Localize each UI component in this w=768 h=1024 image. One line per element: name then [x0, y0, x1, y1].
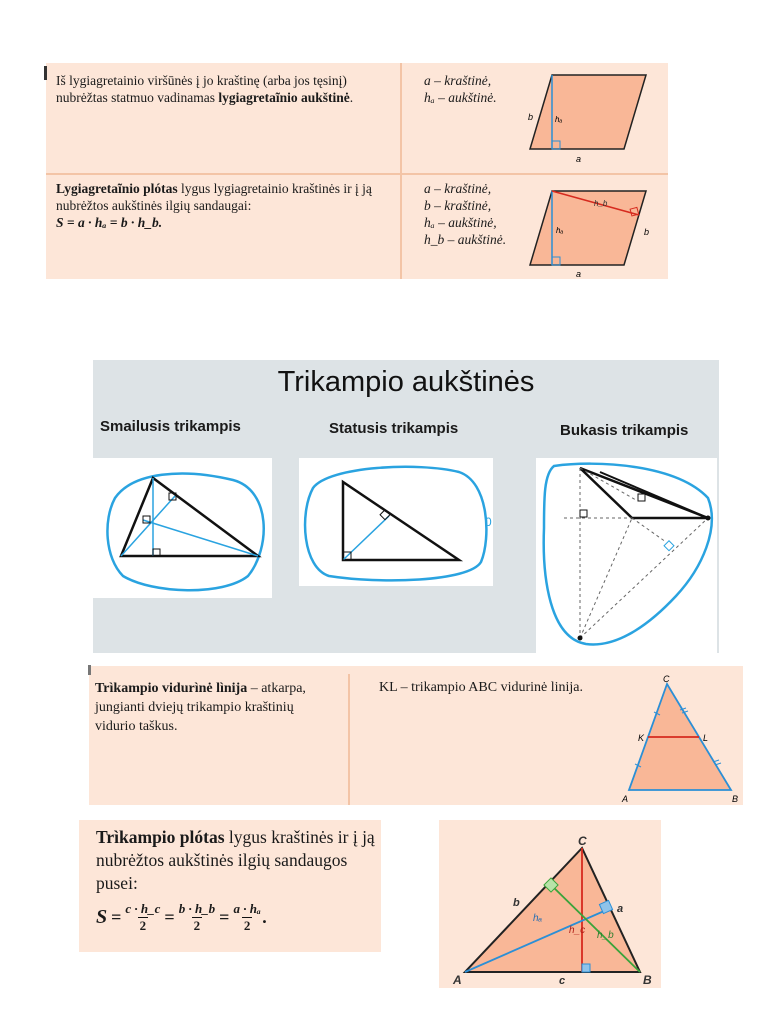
triangle-area-card [79, 820, 381, 952]
parallelogram-altitude-figure [524, 67, 668, 167]
label-c: c [559, 975, 566, 987]
vertical-divider [348, 674, 350, 805]
midline-definition: Trìkampio vidurìnė lìnija – atkarpa, jungianti dviejų trikampio kraštinių vidurio taškus. [95, 681, 306, 734]
altitude-definition: Iš lygiagretainio viršūnės į jo kraštinę (arba jos tęsinį) nubrėžtas statmuo vadinamas lygiagretaĩnio aukštinė. [56, 73, 354, 105]
label-A: A [453, 973, 462, 987]
obtuse-triangle-figure [536, 458, 717, 653]
label-ha: hₐ [533, 913, 543, 924]
acute-triangle-figure [93, 458, 272, 598]
fraction-b: $\frac{b \cdot h\_b}{2}$ [178, 901, 216, 933]
label-L: L [703, 733, 709, 743]
label-C: C [578, 834, 587, 848]
label-A: A [622, 794, 629, 804]
right-label: Statusis trikampis [329, 420, 459, 437]
fraction-a: $\frac{\text{a · hₐ}}{2}$ [233, 901, 261, 933]
fraction-c: $\frac{c \cdot h\_c}{2}$ [125, 901, 161, 933]
label-K: K [638, 733, 645, 743]
label-hb: h_b [594, 199, 608, 208]
midline-figure [619, 672, 743, 805]
label-a: a [576, 154, 582, 164]
area-definition: Lygiagretaĩnio plótas lygus lygiagretainio kraštinės ir į ją nubrėžtos aukštinės ilgių sandaugai: S = a · hₐ = b · h_b. [56, 180, 386, 231]
label-b: b [644, 227, 650, 237]
altitudes-title: Trikampio aukštinės [277, 366, 535, 398]
label-a: a [576, 269, 582, 279]
edge-mark: 0 [485, 515, 492, 529]
label-b: b [513, 897, 520, 909]
label-B: B [643, 973, 652, 987]
label-C: C [663, 674, 670, 684]
label-B: B [732, 794, 739, 804]
parallelogram-card [46, 63, 668, 279]
area-formula: S = $\frac{c \cdot h\_c}{2}$ = $\frac{b \cdot h\_b}{2}$ = $\frac{\text{a · hₐ}}{2}$ . [96, 901, 268, 933]
label-hb: h_b [597, 930, 614, 941]
label-ha: hₐ [556, 226, 564, 235]
midline-card [89, 666, 743, 805]
label-ha: hₐ [555, 115, 563, 124]
obtuse-label: Bukasis trikampis [560, 422, 689, 439]
horizontal-divider [46, 173, 668, 175]
right-triangle-figure [299, 458, 493, 586]
label-hc: h_c [569, 925, 586, 936]
edge-mark [44, 66, 47, 80]
midline-statement: KL – trikampio ABC vidurinė linija. [379, 680, 584, 695]
triangle-area-figure [439, 820, 661, 988]
label-b: b [528, 112, 534, 122]
area-definition: Trìkampio plótas lygus kraštinės ir į ją nubrėžtos aukštinės ilgių sandaugos pusei: [96, 827, 375, 893]
vertical-divider [400, 63, 402, 279]
edge-mark [88, 665, 91, 675]
label-a: a [617, 903, 624, 915]
area-formula: S = a · hₐ = b · h_b. [56, 215, 163, 230]
parallelogram-area-figure [524, 185, 668, 279]
altitude-legend: a – kraštinė, hₐ – aukštinė. [424, 73, 497, 105]
acute-label: Smailusis trikampis [100, 418, 241, 435]
area-legend: a – kraštinė, b – kraštinė, hₐ – aukštinė, h_b – aukštinė. [424, 181, 507, 247]
